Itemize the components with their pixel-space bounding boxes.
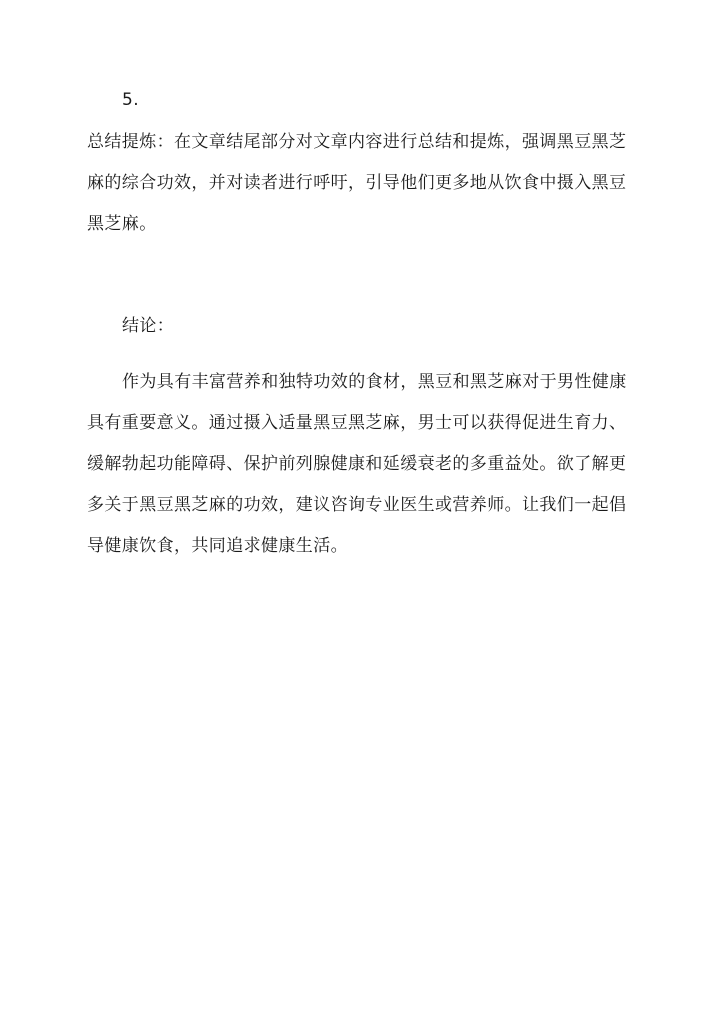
summary-paragraph: 总结提炼：在文章结尾部分对文章内容进行总结和提炼，强调黑豆黑芝麻的综合功效，并对读者进行呼吁，引导他们更多地从饮食中摄入黑豆黑芝麻。 [87, 132, 627, 234]
list-item-number: 5. [122, 90, 140, 110]
conclusion-heading: 结论： [122, 316, 175, 336]
conclusion-paragraph: 作为具有丰富营养和独特功效的食材，黑豆和黑芝麻对于男性健康具有重要意义。通过摄入适量黑豆黑芝麻，男士可以获得促进生育力、缓解勃起功能障碍、保护前列腺健康和延缓衰老的多重益处。欲了解更多关于黑豆黑芝麻的功效，建议咨询专业医生或营养师。让我们一起倡导健康饮食，共同追求健康生活。 [87, 372, 627, 556]
